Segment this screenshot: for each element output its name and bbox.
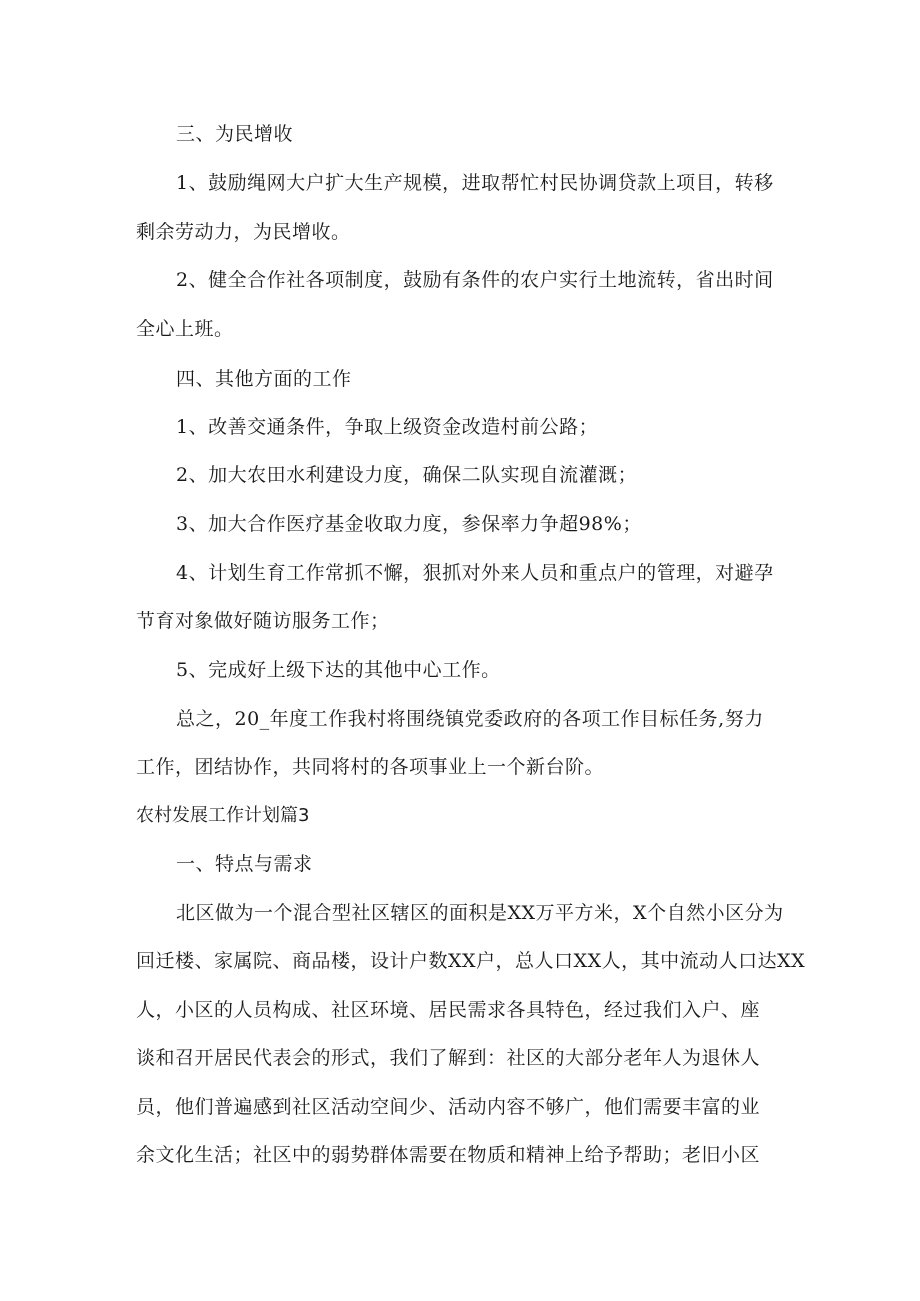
paragraph-line: 5、完成好上级下达的其他中心工作。 [176,659,501,681]
paragraph-line: 1、改善交通条件，争取上级资金改造村前公路； [176,416,599,438]
paragraph-line: 1、鼓励绳网大户扩大生产规模，进取帮忙村民协调贷款上项目，转移 [176,172,774,194]
paragraph-line: 员，他们普遍感到社区活动空间少、活动内容不够广，他们需要丰富的业 [136,1096,761,1118]
paragraph-line: 节育对象做好随访服务工作； [136,610,390,632]
chapter-title: 农村发展工作计划篇3 [136,805,310,826]
section-heading-other-work: 四、其他方面的工作 [176,368,352,390]
section-heading-increase-income: 三、为民增收 [176,123,294,145]
paragraph-line: 北区做为一个混合型社区辖区的面积是XX万平方米，X个自然小区分为 [176,902,784,924]
paragraph-line: 全心上班。 [136,318,234,340]
paragraph-line: 2、健全合作社各项制度，鼓励有条件的农户实行土地流转，省出时间 [176,269,774,291]
paragraph-line: 4、计划生育工作常抓不懈，狠抓对外来人员和重点户的管理，对避孕 [176,562,774,584]
paragraph-line: 2、加大农田水利建设力度，确保二队实现自流灌溉； [176,464,638,486]
paragraph-line: 谈和召开居民代表会的形式，我们了解到：社区的大部分老年人为退休人 [136,1047,761,1069]
section-heading-features-needs: 一、特点与需求 [176,853,313,875]
paragraph-line: 人，小区的人员构成、社区环境、居民需求各具特色，经过我们入户、座 [136,999,761,1021]
paragraph-line: 总之，20_年度工作我村将围绕镇党委政府的各项工作目标任务,努力 [176,708,764,730]
paragraph-line: 3、加大合作医疗基金收取力度，参保率力争超98%； [176,513,642,535]
paragraph-line: 剩余劳动力，为民增收。 [136,221,351,243]
paragraph-line: 工作，团结协作，共同将村的各项事业上一个新台阶。 [136,756,605,778]
paragraph-line: 回迁楼、家属院、商品楼，设计户数XX户，总人口XX人，其中流动人口达XX [136,950,806,972]
paragraph-line: 余文化生活；社区中的弱势群体需要在物质和精神上给予帮助；老旧小区 [136,1144,761,1166]
